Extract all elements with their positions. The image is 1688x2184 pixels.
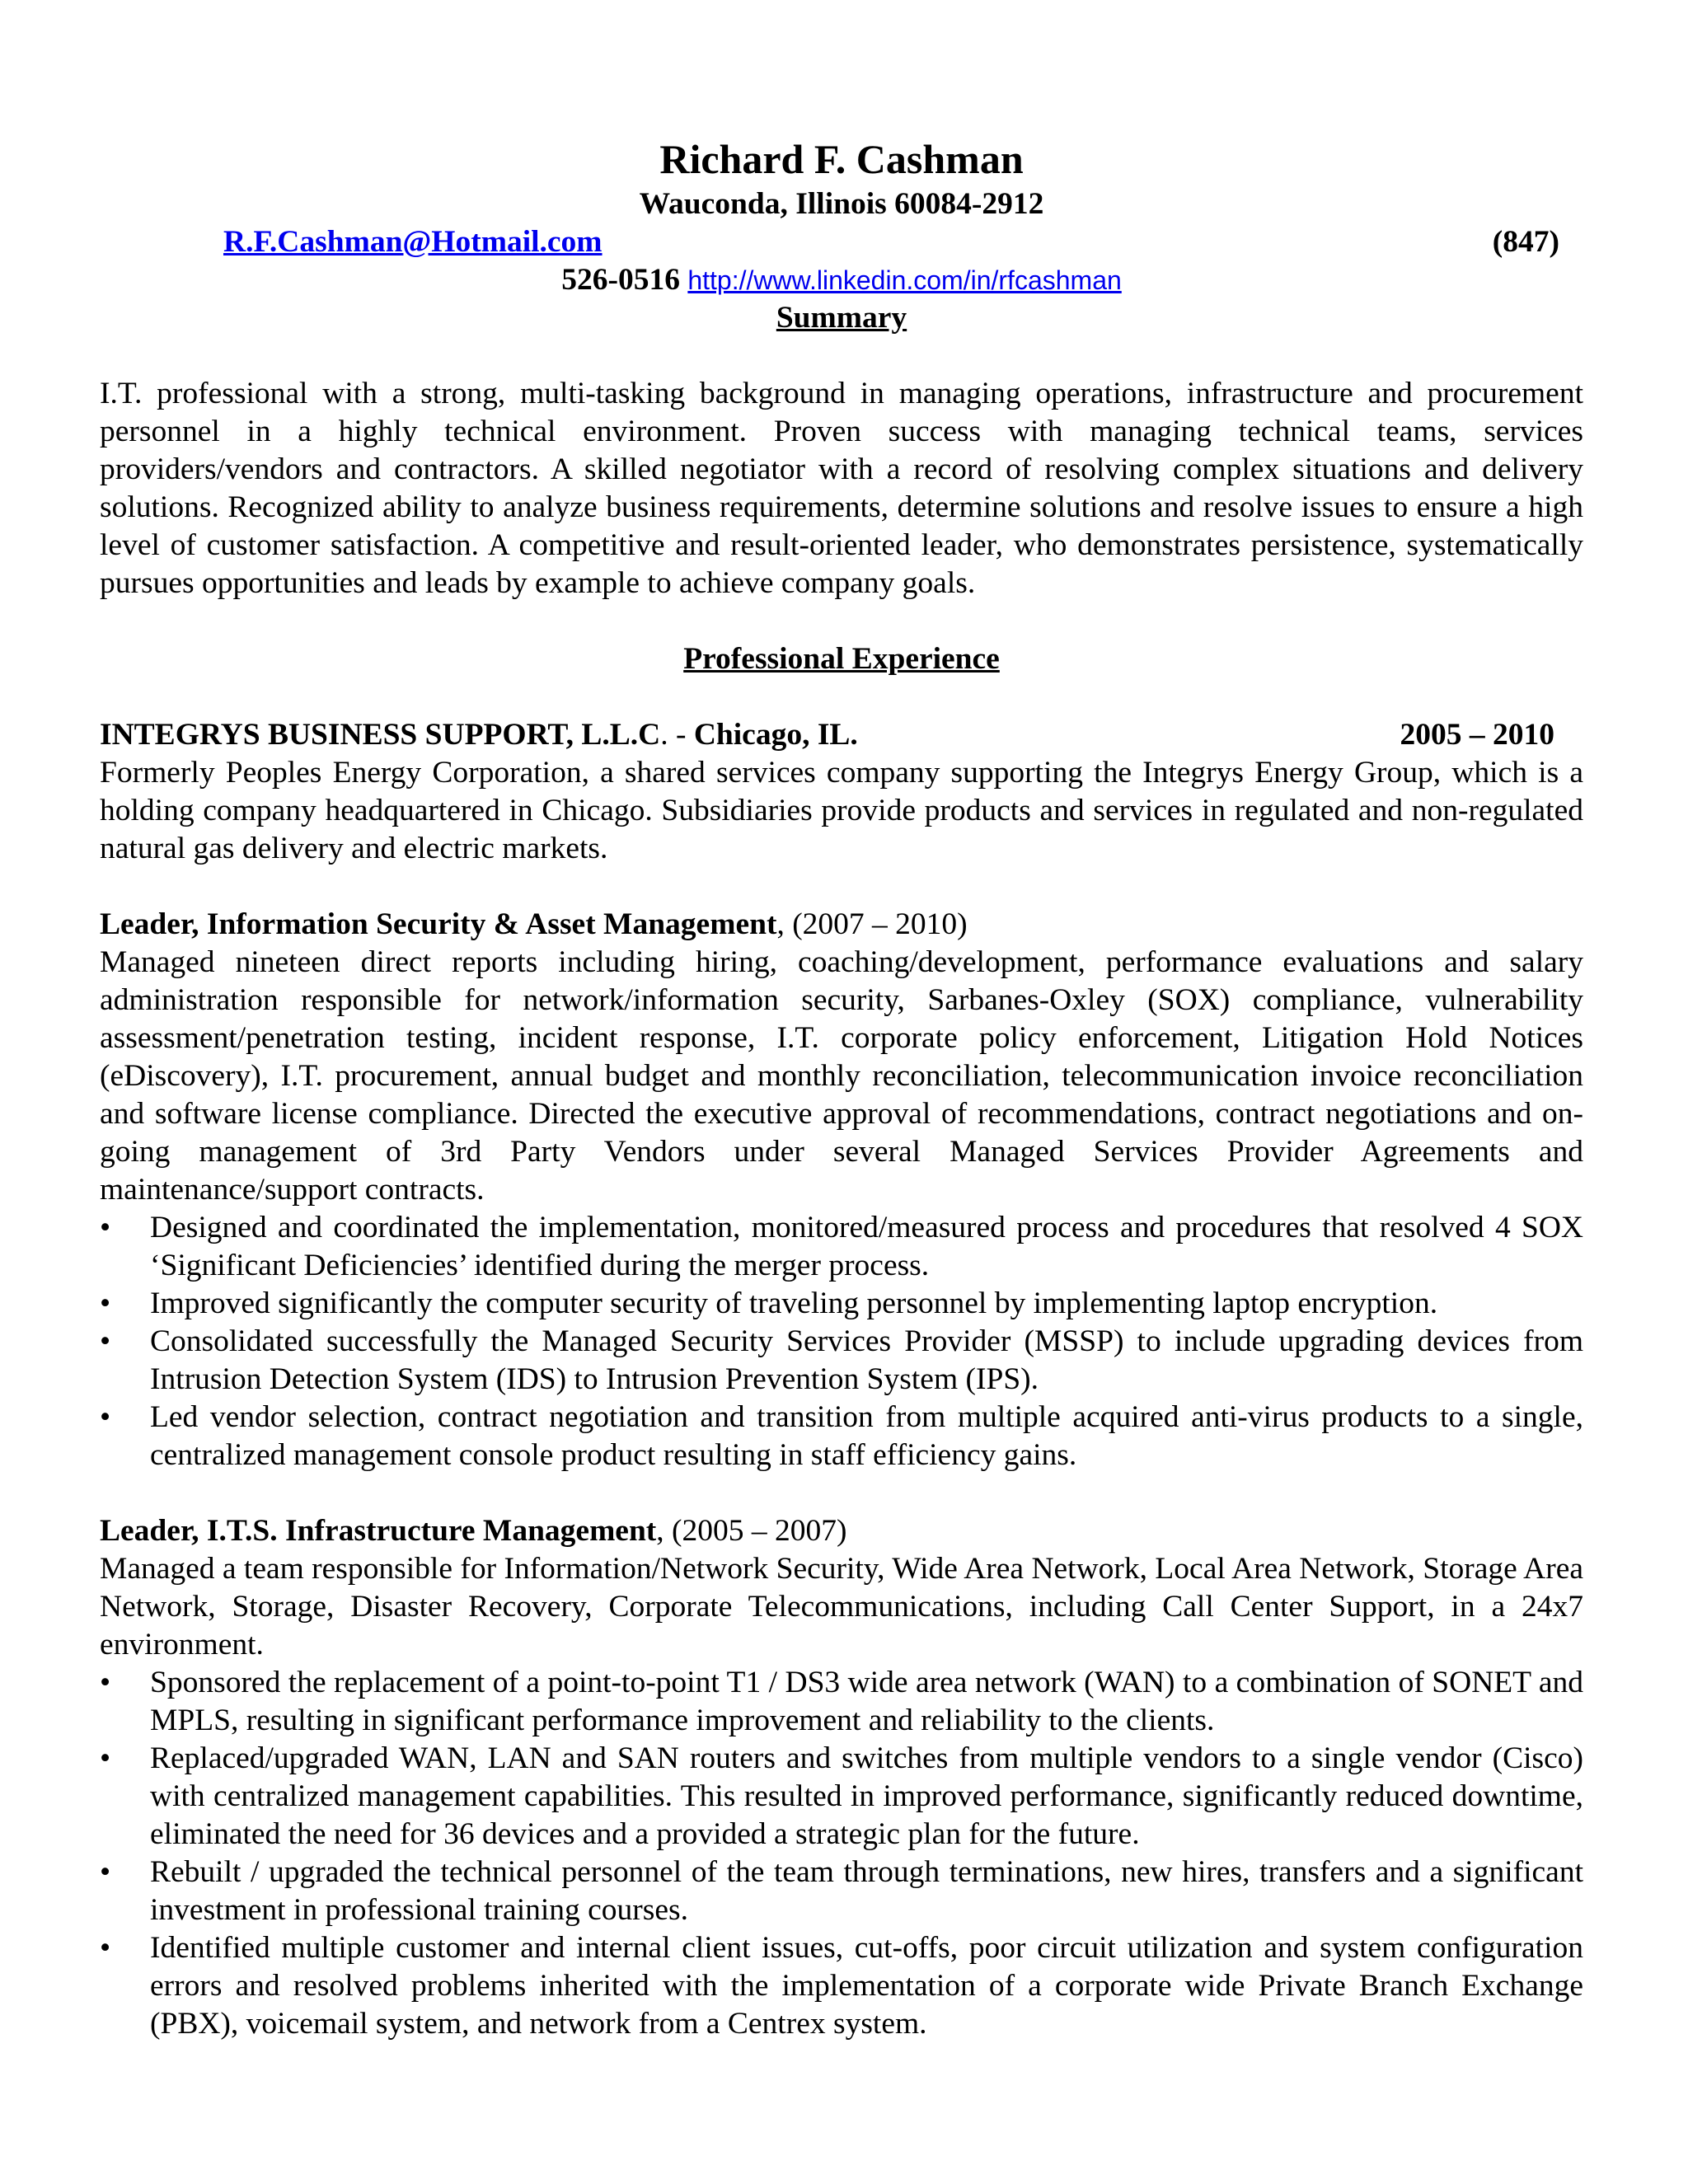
role-title: Leader, I.T.S. Infrastructure Management (100, 1514, 657, 1548)
phone-area-code: (847) (1492, 225, 1559, 259)
list-item (100, 1209, 1583, 1285)
company-separator: - (668, 718, 694, 752)
bullet-icon: • (100, 1931, 111, 1965)
resume-page (100, 134, 1583, 2043)
role-description: Managed nineteen direct reports including hiring, coaching/development, performance evaluations and salary administration responsible for network/information security, Sarbanes-Oxley (SOX) compliance, vulnerability assessment/penetration testing, incident response, I.T. corporate policy enforcement, Litigation Hold Notices (eDiscovery), I.T. procurement, annual budget and monthly reconciliation, telecommunication invoice reconciliation and software license compliance. Directed the executive approval of recommendations, contract negotiations and on-going management of 3rd Party Vendors under several Managed Services Provider Agreements and maintenance/support contracts. (100, 945, 1583, 1207)
list-item (100, 1740, 1583, 1854)
linkedin-link[interactable]: http://www.linkedin.com/in/rfcashman (687, 265, 1122, 295)
role-description: Managed a team responsible for Information/Network Security, Wide Area Network, Local Area Network, Storage Area Network, Storage, Disaster Recovery, Corporate Telecommunications, including Call Center Support, in a 24x7 environment. (100, 1552, 1583, 1661)
list-item (100, 1664, 1583, 1740)
list-item-text: Sponsored the replacement of a point-to-point T1 / DS3 wide area network (WAN) to a combination of SONET and MPLS, resulting in significant performance improvement and reliability to the clients. (150, 1666, 1583, 1737)
list-item-text: Led vendor selection, contract negotiation and transition from multiple acquired anti-virus products to a single, centralized management console product resulting in staff efficiency gains. (150, 1400, 1583, 1472)
list-item (100, 1929, 1583, 2043)
bullet-icon: • (100, 1286, 111, 1320)
contact-row (100, 223, 1583, 261)
company-description: Formerly Peoples Energy Corporation, a shared services company supporting the Integrys Energy Group, which is a holding company headquartered in Chicago. Subsidiaries provide products and services in regulated and non-regulated natural gas delivery and electric markets. (100, 756, 1583, 865)
company-row (100, 716, 1583, 754)
email-link[interactable]: R.F.Cashman@Hotmail.com (223, 225, 603, 259)
role-achievements (100, 1209, 1583, 1474)
list-item-text: Identified multiple customer and internal client issues, cut-offs, poor circuit utilization and system configuration errors and resolved problems inherited with the implementation of a corporate wide Private Branch Exchange (PBX), voicemail system, and network from a Centrex system. (150, 1931, 1583, 2041)
role-period: , (2005 – 2007) (656, 1514, 847, 1548)
summary-text: I.T. professional with a strong, multi-tasking background in managing operations, infrastructure and procurement personnel in a highly technical environment. Proven success with managing technical teams, services providers/vendors and contractors. A skilled negotiator with a record of resolving complex situations and delivery solutions. Recognized ability to analyze business requirements, determine solutions and resolve issues to ensure a high level of customer satisfaction. A competitive and result-oriented leader, who demonstrates persistence, systematically pursues opportunities and leads by example to achieve company goals. (100, 377, 1583, 600)
role-achievements (100, 1664, 1583, 2043)
bullet-icon: • (100, 1324, 111, 1358)
bullet-icon: • (100, 1211, 111, 1244)
company-name-dot: . (660, 718, 668, 752)
role-heading (100, 906, 1583, 944)
company-dates: 2005 – 2010 (1400, 718, 1554, 752)
list-item (100, 1285, 1583, 1323)
phone-number: 526-0516 (561, 263, 680, 297)
company-name: INTEGRYS BUSINESS SUPPORT, L.L.C (100, 718, 661, 752)
list-item-text: Consolidated successfully the Managed Security Services Provider (MSSP) to include upgrading devices from Intrusion Detection System (IDS) to Intrusion Prevention System (IPS). (150, 1324, 1583, 1396)
list-item-text: Rebuilt / upgraded the technical personnel of the team through terminations, new hires, transfers and a significant investment in professional training courses. (150, 1855, 1583, 1927)
contact-row-2 (100, 261, 1583, 299)
role-title: Leader, Information Security & Asset Management (100, 907, 777, 941)
bullet-icon: • (100, 1400, 111, 1434)
candidate-location: Wauconda, Illinois 60084-2912 (639, 187, 1044, 221)
list-item (100, 1323, 1583, 1399)
role-heading (100, 1512, 1583, 1550)
list-item (100, 1399, 1583, 1474)
list-item-text: Replaced/upgraded WAN, LAN and SAN routers and switches from multiple vendors to a single vendor (Cisco) with centralized management capabilities. This resulted in improved performance, significantly reduced downtime, eliminated the need for 36 devices and a provided a strategic plan for the future. (150, 1741, 1583, 1851)
role-period: , (2007 – 2010) (776, 907, 968, 941)
bullet-icon: • (100, 1855, 111, 1889)
bullet-icon: • (100, 1666, 111, 1699)
bullet-icon: • (100, 1741, 111, 1775)
company-location: Chicago, IL. (693, 718, 858, 752)
list-item-text: Designed and coordinated the implementation, monitored/measured process and procedures that resolved 4 SOX ‘Significant Deficiencies’ identified during the merger process. (150, 1211, 1583, 1282)
candidate-name: Richard F. Cashman (659, 136, 1024, 182)
list-item (100, 1854, 1583, 1929)
experience-heading: Professional Experience (683, 642, 1000, 676)
list-item-text: Improved significantly the computer security of traveling personnel by implementing laptop encryption. (150, 1286, 1438, 1320)
summary-heading: Summary (776, 301, 907, 335)
